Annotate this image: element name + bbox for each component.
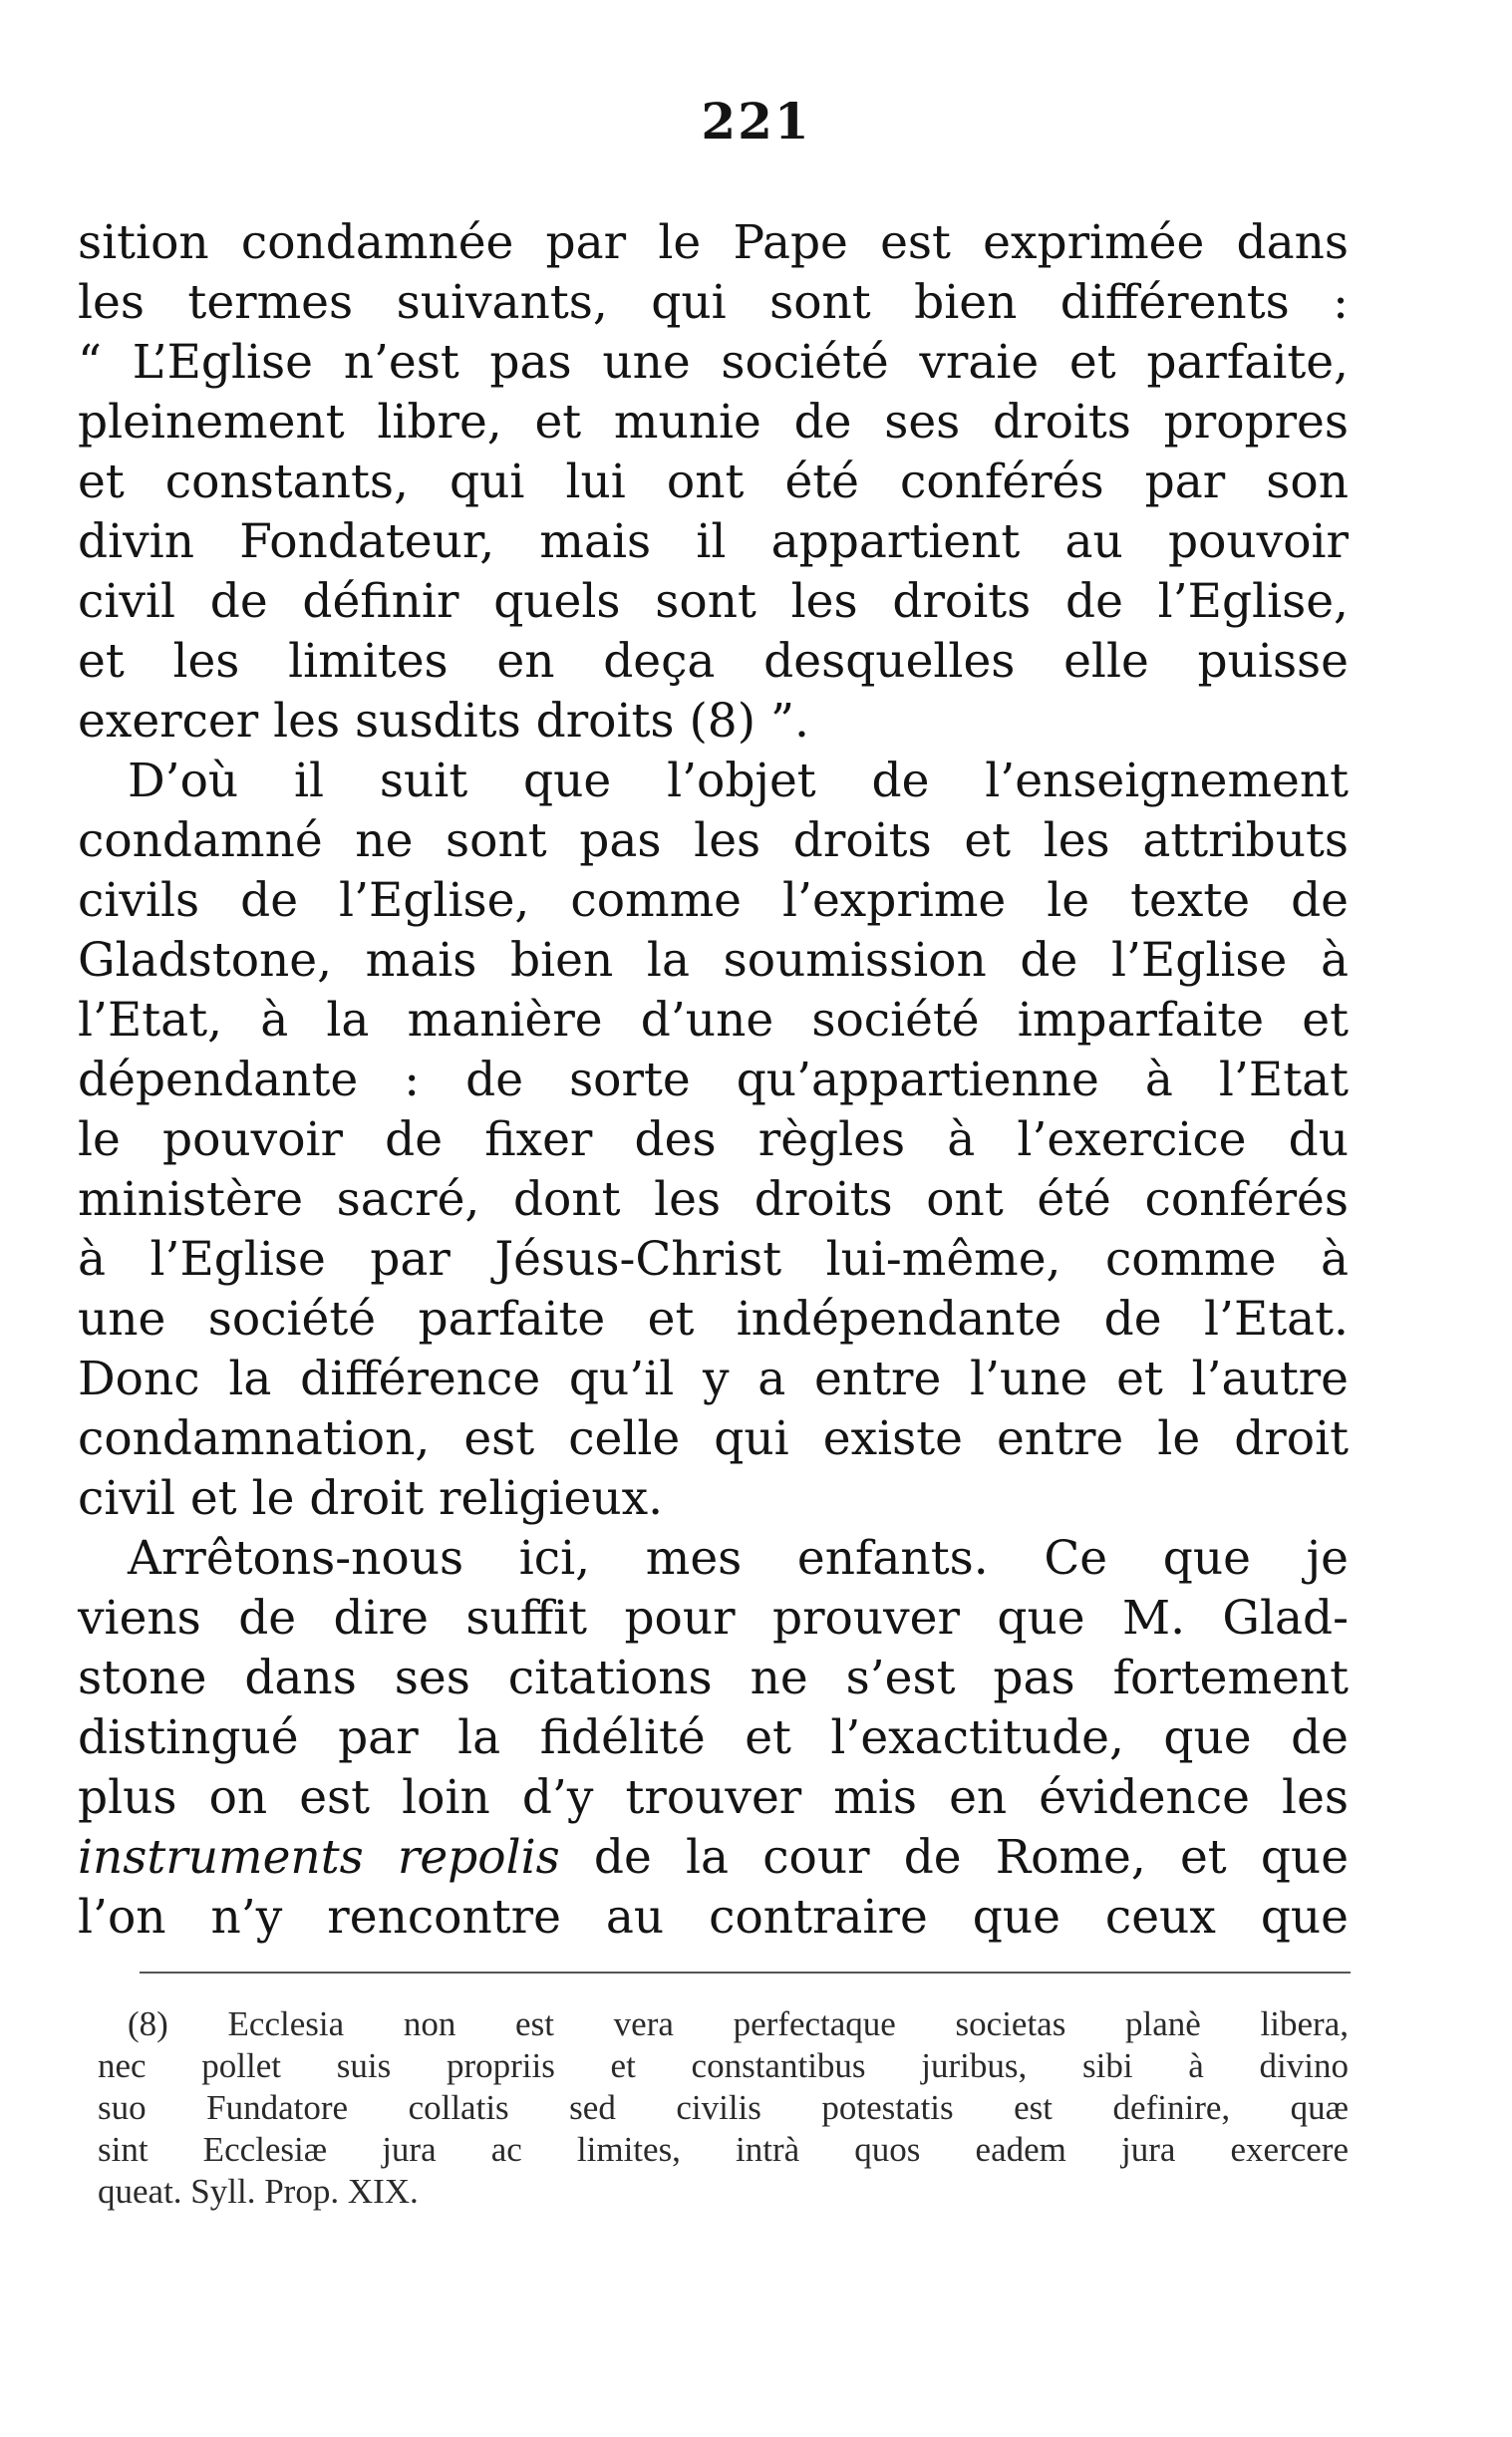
text-line: plus on est loin d’y trouver mis en évidence les [78, 1770, 1349, 1825]
text-line: “ L’Eglise n’est pas une société vraie et parfaite, [78, 335, 1349, 390]
text-line: sition condamnée par le Pape est exprimée dans [78, 215, 1349, 270]
text-line: Donc la différence qu’il y a entre l’une et l’autre [78, 1352, 1349, 1406]
text-line: Gladstone, mais bien la soumission de l’Eglise à [78, 933, 1349, 988]
text-line: dépendante : de sorte qu’appartienne à l’Etat [78, 1053, 1349, 1107]
text-line: civil de définir quels sont les droits de l’Eglise, [78, 574, 1349, 629]
footnote [98, 2003, 1349, 2213]
text-line: condamnation, est celle qui existe entre le droit [78, 1411, 1349, 1466]
paragraph-start-line: D’où il suit que l’objet de l’enseignement [128, 754, 1349, 808]
text-line: civil et le droit religieux. [78, 1471, 664, 1526]
text-line: civils de l’Eglise, comme l’exprime le texte de [78, 873, 1349, 928]
text-line: et constants, qui lui ont été conférés par son [78, 455, 1349, 509]
footnote-line: nec pollet suis propriis et constantibus juribus, sibi à divino [98, 2046, 1349, 2085]
line-remainder: de la cour de Rome, et que [559, 1830, 1350, 1885]
footnote-line: queat. Syll. Prop. XIX. [98, 2172, 419, 2211]
text-line: divin Fondateur, mais il appartient au pouvoir [78, 514, 1349, 569]
text-line: ministère sacré, dont les droits ont été conférés [78, 1172, 1349, 1227]
text-line: les termes suivants, qui sont bien différents : [78, 275, 1349, 330]
footnote-divider [140, 1972, 1351, 1974]
text-line: l’Etat, à la manière d’une société imparfaite et [78, 993, 1349, 1048]
text-line: à l’Eglise par Jésus-Christ lui-même, comme à [78, 1232, 1349, 1287]
italic-phrase: instruments repolis [78, 1830, 560, 1885]
paragraph-start-line: Arrêtons-nous ici, mes enfants. Ce que je [128, 1531, 1349, 1586]
text-line: une société parfaite et indépendante de l’Etat. [78, 1292, 1349, 1347]
text-line: stone dans ses citations ne s’est pas fortement [78, 1651, 1349, 1705]
text-line: distingué par la fidélité et l’exactitude, que de [78, 1710, 1349, 1765]
text-line: condamné ne sont pas les droits et les attributs [78, 813, 1349, 868]
text-line: l’on n’y rencontre au contraire que ceux que [78, 1890, 1349, 1945]
text-line: viens de dire suffit pour prouver que M. Glad- [78, 1591, 1349, 1646]
text-line: pleinement libre, et munie de ses droits propres [78, 395, 1349, 450]
footnote-line: (8) Ecclesia non est vera perfectaque societas planè libera, [128, 2004, 1349, 2043]
footnote-line: suo Fundatore collatis sed civilis potestatis est definire, quæ [98, 2088, 1349, 2127]
text-line-with-italic [78, 1828, 1349, 1888]
text-line: et les limites en deça desquelles elle puisse [78, 634, 1349, 689]
footnote-line: sint Ecclesiæ jura ac limites, intrà quos eadem jura exercere [98, 2130, 1349, 2169]
page-number: 221 [701, 92, 811, 151]
text-line: le pouvoir de fixer des règles à l’exercice du [78, 1112, 1349, 1167]
body-text [78, 213, 1349, 1948]
text-line: exercer les susdits droits (8) ”. [78, 694, 809, 749]
